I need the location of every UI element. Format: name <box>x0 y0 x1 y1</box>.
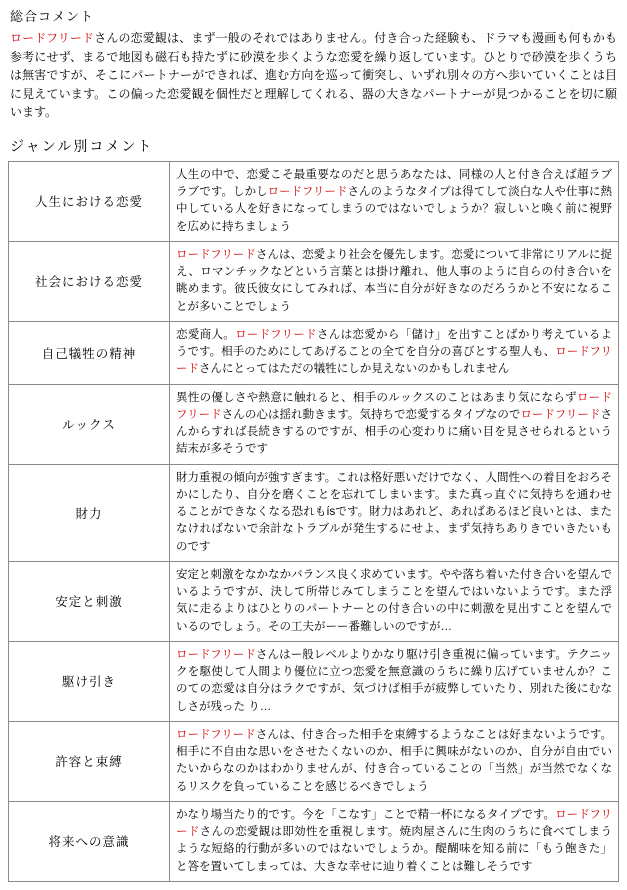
highlighted-name: ロードフリード <box>267 186 348 199</box>
genre-comment-table <box>8 161 619 882</box>
text-run: さんのようなタイプは得てして淡白な人や仕事に熱中している人を好きになってしまうのではないでしょうか？寂しいと喚く前に視野を広めに持ちましょう <box>176 186 612 233</box>
highlighted-name: ロードフリード <box>235 328 317 341</box>
genre-comment <box>170 641 619 721</box>
text-run: 恋愛商人。 <box>176 328 236 341</box>
genre-table-body <box>9 161 619 881</box>
highlighted-name: ロードフリード <box>176 346 612 376</box>
highlighted-name: ロードフリード <box>176 808 612 839</box>
genre-comment <box>170 241 619 321</box>
genre-label: 財力 <box>9 464 170 561</box>
table-row <box>9 721 619 801</box>
genre-label: 許容と束縛 <box>9 721 170 801</box>
text-run: さんの心は揺れ動きます。気持ちで恋愛するタイプなので <box>221 408 521 421</box>
text-run: さんはー般レベルよりかなり駆け引き重視に偏っています。テクニックを駆使して人間より優位に立つ恋愛を無意識のうちに繰り広げていませんか？このての恋愛は自分はラクですが、気づけば相手が疲弊していたり、別れた後にむなしさが残った り… <box>176 648 612 713</box>
table-row <box>9 801 619 881</box>
text-run: 人生の中で、恋愛こそ最重要なのだと思うあなたは、同様の人と付き合えば超ラブラブです。しかし <box>176 168 612 199</box>
text-run: さんからすれば長続きするのですが、相手の心変わりに痛い目を見させられるという結末が多そうです <box>176 408 612 456</box>
table-row <box>9 641 619 721</box>
table-row <box>9 561 619 641</box>
summary-text <box>10 29 619 122</box>
genre-label: 駆け引き <box>9 641 170 721</box>
genre-comment <box>170 161 619 241</box>
genre-label: ルックス <box>9 384 170 464</box>
table-row <box>9 161 619 241</box>
summary-heading: 総合コメント <box>10 9 95 24</box>
genre-comment <box>170 384 619 464</box>
genre-comment <box>170 464 619 561</box>
text-run: 異性の優しさや熱意に触れると、相手のルックスのことはあまり気にならず <box>176 391 577 404</box>
text-run: さんは、付き合った相手を束縛するようなことは好まないようです。相手に不自由な思いをさせたくないのか、相手に興味がないのか、自分が自由でいたいからなのかはわかりませんが、付き合っていることの「当然」が当然でなくなるリスクを負っていることを感じるべきでしょう <box>176 728 613 793</box>
highlighted-name: ロードフリード <box>520 408 601 421</box>
genre-heading: ジャンル別コメント <box>10 137 154 154</box>
genre-label: 社会における恋愛 <box>9 241 170 321</box>
genre-label: 自己犠牲の精神 <box>9 321 170 384</box>
highlighted-name: ロードフリード <box>176 248 256 261</box>
text-run: 安定と刺激をなかなかバランス良く求めています。やや落ち着いた付き合いを望んでいるようですが、決して所帯じみてしまうことを望んではいないようです。また浮気に走るよりはひとりのパートナーとの付き合いの中に刺激を見出すことを望んでいるのでしょう。その工夫がーー番難しいのですが… <box>176 568 612 633</box>
text-run: さんにとってはただの犠牲にしか見えないのかもしれません <box>199 363 510 376</box>
highlighted-name: ロードフリード <box>176 728 256 741</box>
table-row <box>9 321 619 384</box>
text-run: かなり場当たり的です。今を「こなす」ことで精一杯になるタイプです。 <box>176 808 556 821</box>
table-row <box>9 464 619 561</box>
table-row <box>9 384 619 464</box>
text-run: さんの恋愛観は、まず一般のそれではありません。付き合った経験も、ドラマも漫画も何もかも参考にせず、まるで地図も磁石も持たずに砂漠を歩くような恋愛を繰り返しています。ひとりで砂漠を歩くうちは無害ですが、そこにパートナーができれば、進む方向を巡って衝突し、いずれ別々の方へ歩いていくことは目に見えています。この偏った恋愛観を個性だと理解してくれる、器の大きなパートナーが見つかることを切に願います。 <box>10 31 617 120</box>
text-run: 財力重視の傾向が強すぎます。これは格好悪いだけでなく、人間性への着目をおろそかにしたり、自分を磨くことを忘れてしまいます。また真っ直ぐに気持ちを通わせることができなくなる恐れもísです。財力はあれど、あればあるほど良いとは、またなければないで余計なトラブルが発生するにせよ、まず気持ちありきでいきたいものです <box>176 471 612 553</box>
genre-comment <box>170 321 619 384</box>
text-run: さんの恋愛観は即効性を重視します。焼肉屋さんに生肉のうちに食べてしまうような短絡的行動が多いのではないでしょうか。醍醐味を知る前に「もう飽きた」と答を置いてしまっては、大きな幸せに辿り着くことは難しそうです <box>176 826 613 873</box>
genre-comment <box>170 561 619 641</box>
highlighted-name: ロードフリード <box>176 648 257 661</box>
genre-label: 人生における恋愛 <box>9 161 170 241</box>
genre-label: 安定と刺激 <box>9 561 170 641</box>
genre-label: 将来への意識 <box>9 801 170 881</box>
table-row <box>9 241 619 321</box>
genre-comment <box>170 721 619 801</box>
highlighted-name: ロードフリード <box>176 391 612 421</box>
text-run: さんは恋愛から「儲け」を出すことばかり考えているようです。相手のためにしてあげることの全てを自分の喜びとする聖人も、 <box>176 328 613 359</box>
text-run: さんは、恋愛より社会を優先します。恋愛について非常にリアルに捉え、ロマンチックなどという言葉とは掛け離れ、他人事のように自らの付き合いを眺めます。彼氏彼女にしてみれば、本当に自分が好きなのだろうかと不安になることが多いことでしょう <box>176 248 612 313</box>
highlighted-name: ロードフリード <box>10 31 95 45</box>
genre-comment <box>170 801 619 881</box>
